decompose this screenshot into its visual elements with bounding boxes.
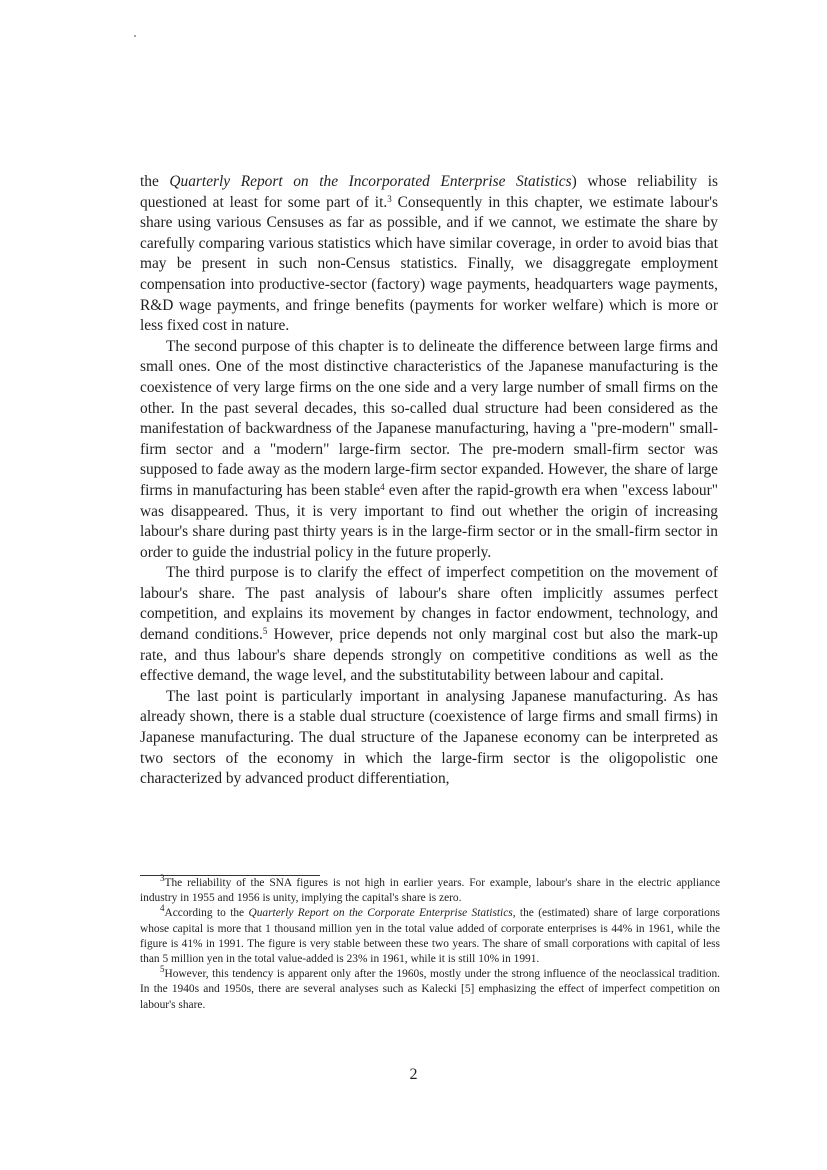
footnote-ref-5[interactable]: 5 bbox=[262, 626, 268, 637]
paragraph-1: the Quarterly Report on the Incorporated Enterprise Statistics) whose reliability is questioned at least for some part of it.$^3$ Consequently in this chapter, we estimate labour's share using various Censuses as far as possible, and if we cannot, we estimate the share by carefully comparing various statistics which have similar coverage, in order to avoid bias that may be present in such non-Census statistics. Finally, we disaggregate employment compensation into productive-sector (factory) wage payments, headquarters wage payments, R&D wage payments, and fringe benefits (payments for worker welfare) which is more or less fixed cost in nature. bbox=[140, 173, 719, 335]
page-number: 2 bbox=[409, 1066, 418, 1083]
footnote-ref-3[interactable]: 3 bbox=[387, 193, 392, 204]
footnote-5: $^5$However, this tendency is apparent only after the 1960s, mostly under the strong influence of the neoclassical tradition. In the 1940s and 1950s, there are several analyses such as Kalecki [5] emphasizing the effect of imperfect competition on labour's share. bbox=[140, 964, 720, 1011]
footnote-mark: 4 bbox=[160, 903, 165, 914]
footnote-3: $^3$The reliability of the SNA figures is not high in earlier years. For example, labour's share in the electric appliance industry in 1955 and 1956 is unity, implying the capital's share is zero. bbox=[140, 873, 720, 905]
footnote-mark: 5 bbox=[160, 964, 165, 975]
paragraph-4: The last point is particularly important in analysing Japanese manufacturing. As has already shown, there is a stable dual structure (coexistence of large firms and small firms) in Japanese manufacturing. The dual structure of the Japanese economy can be interpreted as two sectors of the economy in which the large-firm sector is the oligopolistic one characterized by advanced product differentiation, bbox=[140, 687, 718, 788]
cited-title: Quarterly Report on the Corporate Enterprise Statistics bbox=[248, 907, 513, 920]
paragraph-2: The second purpose of this chapter is to delineate the difference between large firms and small ones. One of the most distinctive characteristics of the Japanese manufacturing is the coexistence of very large firms on the one side and a very large number of small firms on the other. In the past several decades, this so-called dual structure had been considered as the manifestation of backwardness of the Japanese manufacturing, having a "pre-modern" small-firm sector and a "modern" large-firm sector. The pre-modern small-firm sector was supposed to fade away as the modern large-firm sector expanded. However, the share of large firms in manufacturing has been stable$^4$ even after the rapid-growth era when "excess labour" was disappeared. Thus, it is very important to find out whether the origin of increasing labour's share during past thirty years is in the large-firm sector or in the small-firm sector in order to guide the industrial policy in the future properly. bbox=[140, 337, 718, 561]
cited-title: Quarterly Report on the Incorporated Enterprise Statistics bbox=[169, 173, 572, 190]
footnote-mark: 3 bbox=[160, 873, 165, 884]
footnote-ref-4[interactable]: 4 bbox=[380, 481, 385, 492]
body-text bbox=[140, 172, 718, 790]
footnotes bbox=[140, 873, 720, 1013]
footnote-4: $^4$According to the Quarterly Report on the Corporate Enterprise Statistics, the (estimated) share of large corporations whose capital is more that 1 thousand million yen in the total value added of corporate enterprises is 44% in 1961, while the figure is 41% in 1991. The figure is very stable between these two years. The share of small corporations with capital of less than 5 million yen in the total value-added is 23% in 1961, while it is still 10% in 1991. bbox=[140, 903, 720, 966]
scan-speck bbox=[134, 35, 136, 37]
paragraph-3: The third purpose is to clarify the effect of imperfect competition on the movement of labour's share. The past analysis of labour's share often implicitly assumes perfect competition, and explains its movement by changes in factor endowment, technology, and demand conditions.$^5$ However, price depends not only marginal cost but also the mark-up rate, and thus labour's share depends strongly on competitive conditions as well as the effective demand, the wage level, and the substitutability between labour and capital. bbox=[140, 564, 718, 685]
